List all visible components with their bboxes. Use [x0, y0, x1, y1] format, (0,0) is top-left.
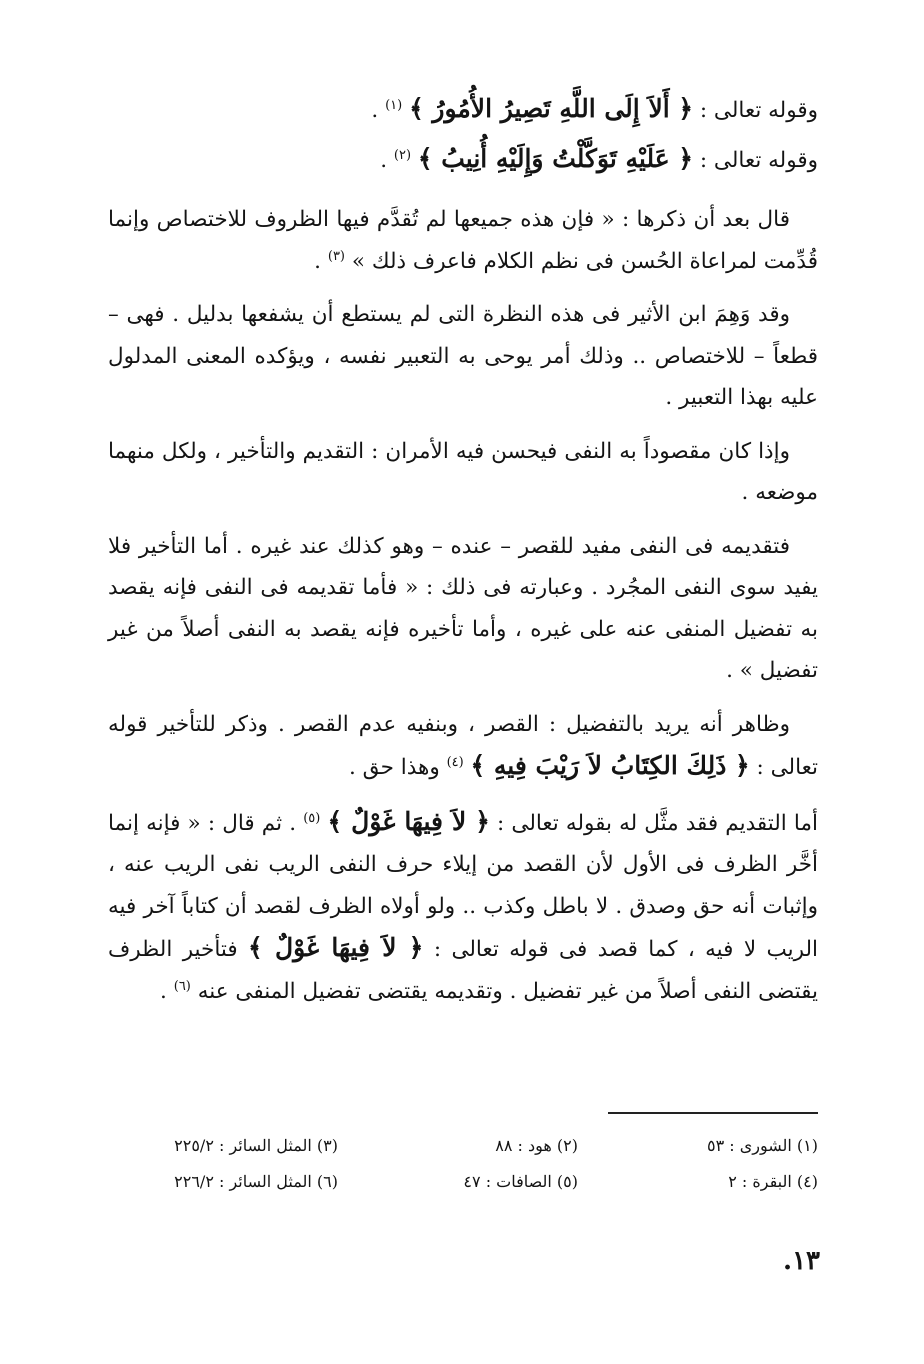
- footnote-item: (٢) هود : ٨٨: [495, 1136, 578, 1155]
- paragraph-2: [108, 294, 818, 419]
- verse-line-2: [108, 138, 818, 182]
- quran-verse: ﴿ ذَلِكَ الكِتَابُ لاَ رَيْبَ فِيهِ ﴾: [470, 751, 750, 780]
- paragraph-text: فتقديمه فى النفى مفيد للقصر – عنده – وهو كذلك عند غيره . أما التأخير فلا يفيد سوى النفى المجُرد . وعبارته فى ذلك : « فأما تقديمه فى النفى فإنه يقصد به تفضيل المنفى عنه على غيره ، وأما تأخيره فإنه يقصد به النفى أصلاً من غير تفضيل » .: [108, 533, 818, 683]
- footnote-item: (٥) الصافات : ٤٧: [463, 1172, 578, 1191]
- footnote-item: (٦) المثل السائر : ٢٢٦/٢: [174, 1172, 338, 1191]
- footnote-row: [108, 1128, 818, 1164]
- paragraph-5: [108, 704, 818, 789]
- paragraph-text: فتأخير الظرف يقتضى النفى أصلاً من غير تفضيل . وتقديمه يقتضى تفضيل المنفى عنه: [108, 937, 818, 1004]
- verse-end: .: [380, 147, 388, 173]
- paragraph-6: [108, 801, 818, 1013]
- footnote-ref: (٥): [303, 810, 321, 826]
- quran-verse: ﴿ لاَ فِيهَا غَوْلٌ ﴾: [248, 933, 424, 962]
- footnotes: [108, 1128, 818, 1200]
- footnote-ref: (٣): [327, 248, 345, 264]
- quran-verse: ﴿ أَلاَ إِلَى اللَّهِ تَصِيرُ الأُمُورُ ﴾: [409, 94, 694, 123]
- footnote-ref: (٤): [446, 754, 464, 770]
- verse-line-1: [108, 88, 818, 132]
- paragraph-end: وهذا حق .: [349, 755, 440, 780]
- paragraph-text: وإذا كان مقصوداً به النفى فيحسن فيه الأمران : التقديم والتأخير ، ولكل منهما موضعه .: [108, 438, 818, 505]
- quran-verse: ﴿ لاَ فِيهَا غَوْلٌ ﴾: [327, 806, 490, 836]
- verse-intro: وقوله تعالى :: [699, 98, 818, 123]
- paragraph-text: . ثم قال : « فإنه إنما أخَّر الظرف فى الأول لأن القصد من إيلاء حرف النفى الريب نفى الريب عنه ، وإثبات أنه حق وصدق . لا باطل وكذب .. ولو أولاه الظرف لقصد أن كتاباً آخر فيه الريب لا فيه ، كما قصد فى قوله تعالى :: [108, 810, 818, 962]
- paragraph-text: وظاهر أنه يريد بالتفضيل : القصر ، وبنفيه عدم القصر . وذكر للتأخير قوله تعالى :: [108, 711, 818, 780]
- verse-end: .: [371, 98, 379, 123]
- footnote-item: (٣) المثل السائر : ٢٢٥/٢: [174, 1136, 338, 1155]
- paragraph-4: [108, 526, 818, 692]
- footnote-item: (٤) البقرة : ٢: [728, 1172, 818, 1191]
- paragraph-3: [108, 431, 818, 514]
- paragraph-text: أما التقديم فقد مثَّل له بقوله تعالى :: [497, 810, 818, 836]
- footnote-divider: [608, 1112, 818, 1114]
- paragraph-end: .: [314, 248, 322, 274]
- footnote-item: (١) الشورى : ٥٣: [706, 1136, 818, 1155]
- footnote-row: [108, 1164, 818, 1200]
- page-number: ١٣.: [783, 1246, 820, 1276]
- paragraph-1: [108, 199, 818, 282]
- paragraph-end: .: [160, 978, 167, 1004]
- footnote-ref: (١): [385, 97, 403, 113]
- footnote-ref: (٦): [173, 978, 191, 994]
- quran-verse: ﴿ عَلَيْهِ تَوَكَّلْتُ وَإِلَيْهِ أُنِيبُ ﴾: [417, 143, 694, 173]
- paragraph-text: وقد وَهِمَ ابن الأثير فى هذه النظرة التى لم يستطع أن يشفعها بدليل . فهى – قطعاً – للاختصاص .. وذلك أمر يوحى به التعبير نفسه ، ويؤكده المعنى المدلول عليه بهذا التعبير .: [108, 302, 818, 410]
- verse-intro: وقوله تعالى :: [699, 147, 818, 173]
- footnote-ref: (٢): [393, 147, 412, 163]
- page-body: [108, 88, 818, 1012]
- paragraph-text: قال بعد أن ذكرها : « فإن هذه جميعها لم تُقدَّم فيها الظروف للاختصاص وإنما قُدِّمت لمراعاة الحُسن فى نظم الكلام فاعرف ذلك »: [108, 207, 818, 274]
